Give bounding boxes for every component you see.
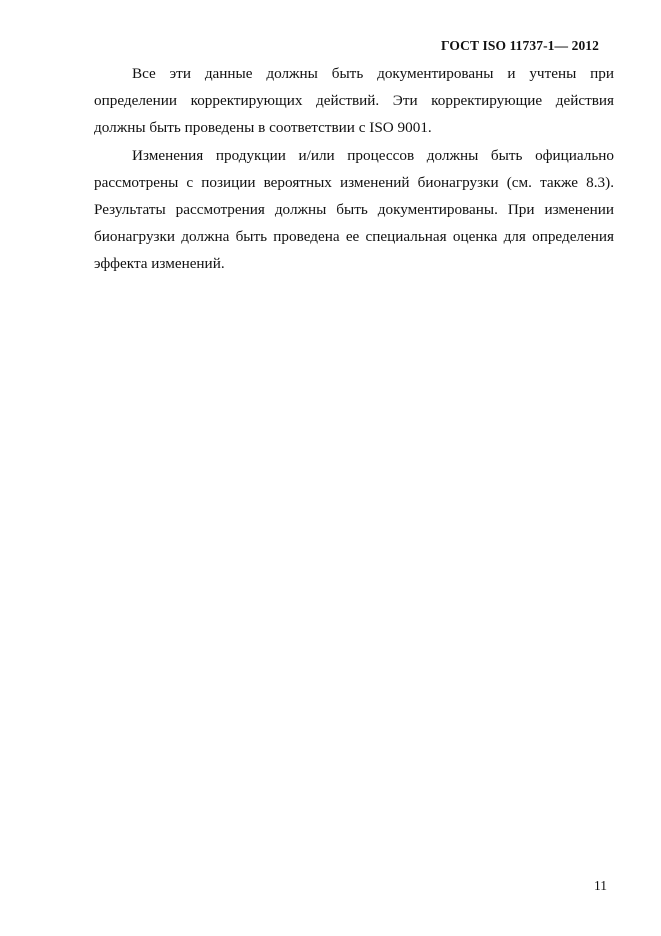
page-number: 11 [594, 878, 607, 893]
document-code-header: ГОСТ ISO 11737-1— 2012 [440, 38, 599, 53]
paragraph-product-changes: Изменения продукции и/или процессов должны быть официально рассмотрены с позиции вероятных изменений бионагрузки (см. также 8.3). Результаты рассмотрения должны быть документированы. При изменении бионагрузки должна быть проведена ее специальная оценка для определения эффекта изменений. [94, 146, 614, 273]
paragraph-corrective-actions: Все эти данные должны быть документированы и учтены при определении корректирующих действий. Эти корректирующие действия должны быть проведены в соответствии с ISO 9001. [94, 65, 614, 137]
body-text [94, 60, 614, 278]
